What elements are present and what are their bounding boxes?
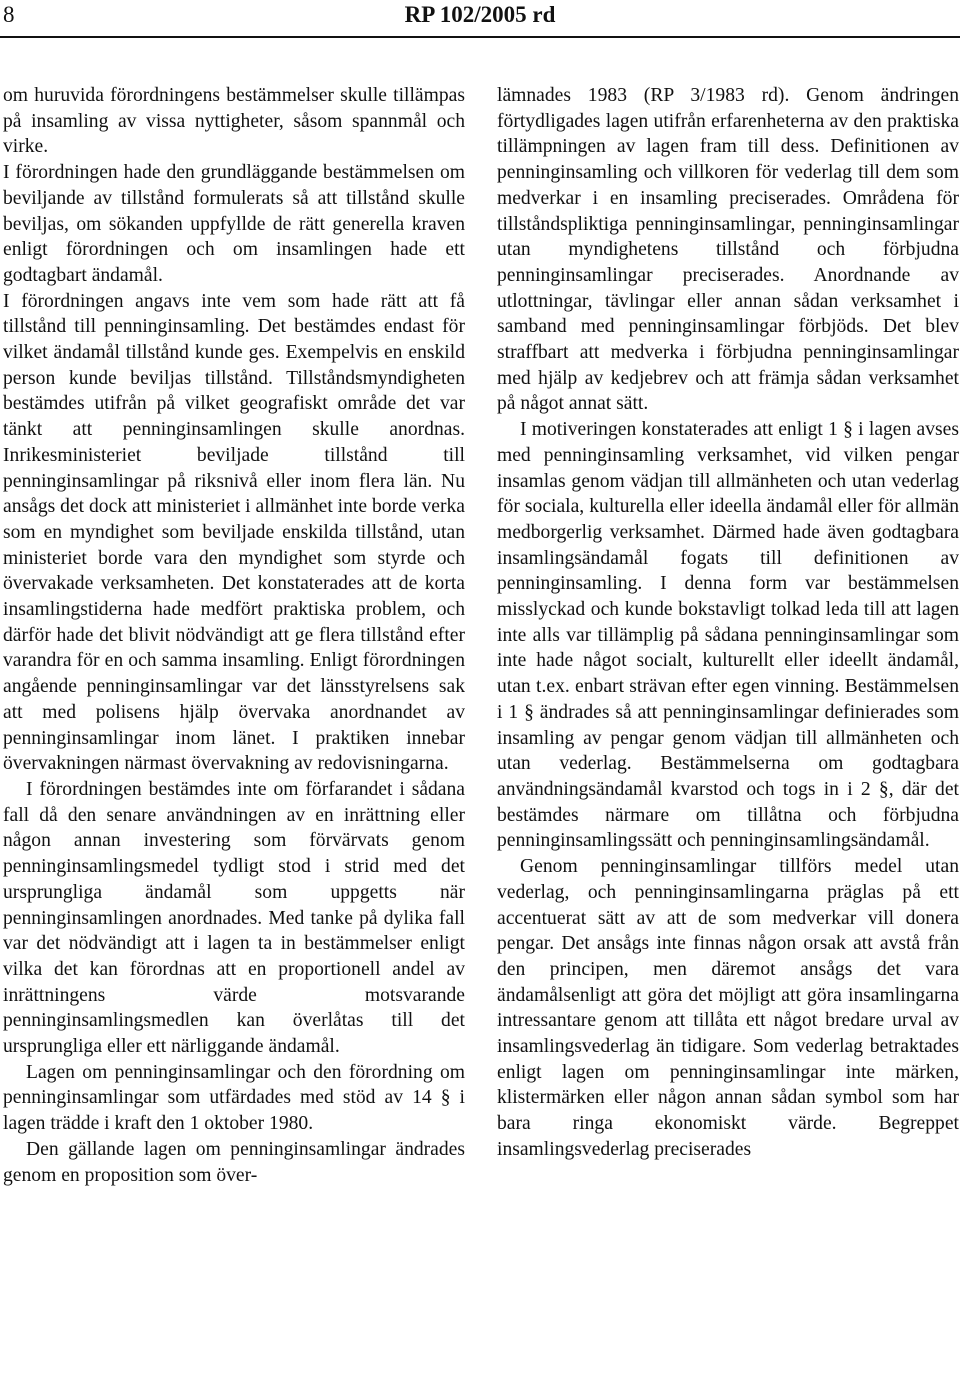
header-rule [0,36,960,38]
paragraph: Lagen om penninginsamlingar och den förordning om penninginsamlingar som utfärdades med stöd av 14 § i lagen trädde i kraft den 1 oktober 1980. [3,1061,465,1135]
paragraph: I förordningen angavs inte vem som hade rätt att få tillstånd till penninginsamling. Det bestämdes endast för vilket ändamål tillstånd kunde ges. Exempelvis en enskild person kunde beviljas tillstånd. Tillståndsmyndigheten bestämdes utifrån på vilket geografiskt område det var tänkt att penninginsamlingen skulle anordnas. Inrikesministeriet beviljade tillstånd till penninginsamlingar på riksnivå eller inom flera län. Nu ansågs det dock att ministeriet i allmänhet inte borde verka som en myndighet som beviljade enskilda tillstånd, utan ministeriet borde vara den myndighet som styrde och övervakade verksamheten. Det konstaterades att de korta insamlingstiderna hade medfört praktiska problem, och därför hade det blivit nödvändigt att ge flera tillstånd efter varandra för en och samma insamling. Enligt förordningen angående penninginsamlingar var det länsstyrelsens sak att med polisens hjälp övervaka anordnandet av penninginsamlingar inom länet. I praktiken innebar övervakningen närmast övervakning av redovisningarna. [3,290,465,775]
document-id-header: RP 102/2005 rd [404,2,556,27]
paragraph: Genom penninginsamlingar tillförs medel utan vederlag, och penninginsamlingarna präglas på ett accentuerat sätt av att de som medverkar vill donera pengar. Det ansågs inte finnas någon orsak att avstå från den principen, men däremot ansågs det vara ändamålsenligt att göra det möjligt att göra insamlingarna intressantare genom att tillåta ett något bredare urval av insamlingsvederlag än tidigare. Som vederlag betraktades enligt lagen om penninginsamlingar inte märken, klistermärken eller någon annan sådan symbol som har bara ringa ekonomiskt värde. Begreppet insamlingsvederlag preciserades [497,856,959,1160]
right-column [497,83,959,1396]
paragraph: I förordningen bestämdes inte om förfarandet i sådana fall då den senare användningen av en inrättning eller någon annan investering som förvärvats genom penninginsamlingsmedel tydligt stod i strid med det ursprungliga ändamål som uppgetts när penninginsamlingen anordnades. Med tanke på dylika fall var det nödvändigt att i lagen ta in bestämmelser enligt vilka det kan förordnas att en proportionell andel av inrättningens värde motsvarande penninginsamlingsmedlen kan överlåtas till det ursprungliga eller ett närliggande ändamål. [3,778,465,1058]
paragraph: Den gällande lagen om penninginsamlingar ändrades genom en proposition som över- [3,1138,465,1186]
paragraph: lämnades 1983 (RP 3/1983 rd). Genom ändringen förtydligades lagen utifrån erfarenheterna av den praktiska tillämpningen av lagen fram till dess. Definitionen av penninginsamling och villkoren för vederlag till dem som medverkar i en insamling preciserades. Områdena för tillståndspliktiga penninginsamlingar, penninginsamlingar utan myndighetens tillstånd och förbjudna penninginsamlingar preciserades. Anordnande av utlottningar, tävlingar eller annan sådan verksamhet i samband med penninginsamlingar förbjöds. Det blev straffbart att medverka i förbjudna penninginsamlingar med hjälp av kedjebrev och att främja sådan verksamhet på något annat sätt. [497,85,959,415]
paragraph: om huruvida förordningens bestämmelser skulle tillämpas på insamling av vissa nyttigheter, såsom spannmål och virke. [3,85,465,158]
paragraph: I förordningen hade den grundläggande bestämmelsen om beviljande av tillstånd formulerats så att tillstånd skulle beviljas, om sökanden uppfyllde de rätt generella kraven enligt förordningen och om insamlingen hade ett godtagbart ändamål. [3,162,465,286]
paragraph: I motiveringen konstaterades att enligt 1 § i lagen avses med penninginsamling verksamhet, vid vilken pengar insamlas genom vädjan till allmänheten och utan vederlag för sociala, kulturella eller ideella ändamål eller för allmän medborgerlig verksamhet. Därmed hade även godtagbara insamlingsändamål fogats till definitionen av penninginsamling. I denna form var bestämmelsen misslyckad och kunde bokstavligt tolkad leda till att lagen inte alls var tillämplig på sådana penninginsamlingar som inte hade något socialt, kulturellt eller ideellt ändamål, utan t.ex. enbart strävan efter egen vinning. Bestämmelsen i 1 § ändrades så att penninginsamlingar definierades som insamling av pengar genom vädjan till allmänheten och utan vederlag. Bestämmelserna om godtagbara användningsändamål kvarstod och togs in i 2 §, där det bestämdes närmare om tillåtna och förbjudna penninginsamlingssätt och penninginsamlingsändamål. [497,419,959,852]
page-number: 8 [3,2,15,27]
left-column [3,83,465,1396]
